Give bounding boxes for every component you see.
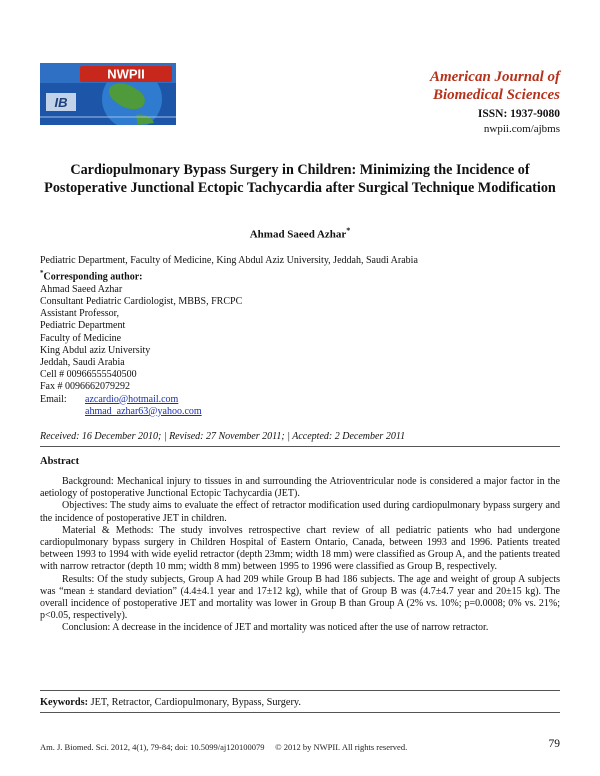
abstract-heading: Abstract xyxy=(40,456,80,467)
contact-cell: Cell # 00966555540500 xyxy=(40,369,137,381)
issn: ISSN: 1937-9080 xyxy=(477,108,560,120)
email-link-2[interactable]: ahmad_azhar63@yahoo.com xyxy=(85,405,202,417)
abstract-objectives: Objectives: The study aims to evaluate the effect of retractor modification used during cardiopulmonary bypass surgery and the incidence of postoperative JET in children. xyxy=(40,500,560,524)
divider xyxy=(40,446,560,447)
email-link-1[interactable]: azcardio@hotmail.com xyxy=(85,393,179,405)
corresponding-author-label: *Corresponding author: xyxy=(40,269,143,283)
journal-logo xyxy=(40,63,176,125)
abstract-background: Background: Mechanical injury to tissues in and surrounding the Atrioventricular node is considered a major factor in the aetiology of postoperative Junctional Ectopic Tachycardia (JET). xyxy=(40,476,560,500)
divider xyxy=(40,712,560,713)
abstract-conclusion: Conclusion: A decrease in the incidence of JET and mortality was noticed after the use of narrow retractor. xyxy=(62,622,489,634)
contact-line: Pediatric Department xyxy=(40,320,126,332)
author-name: Ahmad Saeed Azhar xyxy=(249,228,347,241)
keywords-text: JET, Retractor, Cardiopulmonary, Bypass, Surgery. xyxy=(90,697,301,708)
author-mark: * xyxy=(346,226,351,235)
footer-citation: Am. J. Biomed. Sci. 2012, 4(1), 79-84; doi: 10.5099/aj120100079 © 2012 by NWPII. All rights reserved. xyxy=(40,742,408,752)
divider xyxy=(40,690,560,691)
contact-line: Ahmad Saeed Azhar xyxy=(40,283,123,295)
corr-mark: * xyxy=(40,269,44,278)
abstract-results: Results: Of the study subjects, Group A had 209 while Group B had 186 subjects. The age and weight of group A subjects was “mean ± standard deviation” (4.4±4.1 year and 17±12 kg), while that of Group B was (4.7±4.7 year and 20±15 kg). The overall incidence of postoperative JET and mortality was lower in Group B than Group A (2% vs. 10%; p=0.0008; 0% vs. 21%; p<0.05, respectively). xyxy=(40,573,560,622)
abstract-body xyxy=(40,476,560,635)
journal-site[interactable]: nwpii.com/ajbms xyxy=(483,123,560,135)
page-number: 79 xyxy=(548,738,560,750)
contact-line: Consultant Pediatric Cardiologist, MBBS, FRCPC xyxy=(40,295,243,307)
article-title: Cardiopulmonary Bypass Surgery in Children: Minimizing the Incidence of Postoperative Junctional Ectopic Tachycardia after Surgical Technique Modification xyxy=(44,162,556,196)
email-label: Email: xyxy=(40,393,67,405)
logo-sub-text: IB xyxy=(54,95,68,110)
contact-line: King Abdul aziz University xyxy=(40,344,151,356)
journal-name-line1: American Journal of xyxy=(429,69,560,85)
contact-line: Jeddah, Saudi Arabia xyxy=(40,356,125,368)
article-dates: Received: 16 December 2010; | Revised: 27 November 2011; | Accepted: 2 December 2011 xyxy=(40,431,406,442)
contact-line: Faculty of Medicine xyxy=(40,332,122,344)
email-row xyxy=(40,394,560,406)
journal-name-line2: Biomedical Sciences xyxy=(432,87,560,103)
abstract-methods: Material & Methods: The study involves retrospective chart review of all pediatric patients who had undergone cardiopulmonary bypass surgery in Children Hospital of Eastern Ontario, Canada, between 1993 and 1996. Patients treated between 1993 to 1994 with wide eyelid retractor (depth 23mm; width 18 mm) were classified as Group A, and the patients treated with narrow retractor (depth 10 mm; width 8 mm) between 1995 to 1996 were classified as Group B, respectively. xyxy=(40,524,560,573)
keywords xyxy=(40,697,301,708)
contact-fax: Fax # 0096662079292 xyxy=(40,381,130,393)
contact-line: Assistant Professor, xyxy=(40,308,120,320)
email-row-2 xyxy=(40,406,560,418)
keywords-label: Keywords: xyxy=(40,697,89,708)
affiliation-department: Pediatric Department, Faculty of Medicine, King Abdul Aziz University, Jeddah, Saudi Arabia xyxy=(40,255,418,266)
affiliation-block xyxy=(40,255,560,418)
journal-header xyxy=(430,68,560,136)
author xyxy=(40,226,560,241)
logo-text: NWPII xyxy=(107,66,145,82)
